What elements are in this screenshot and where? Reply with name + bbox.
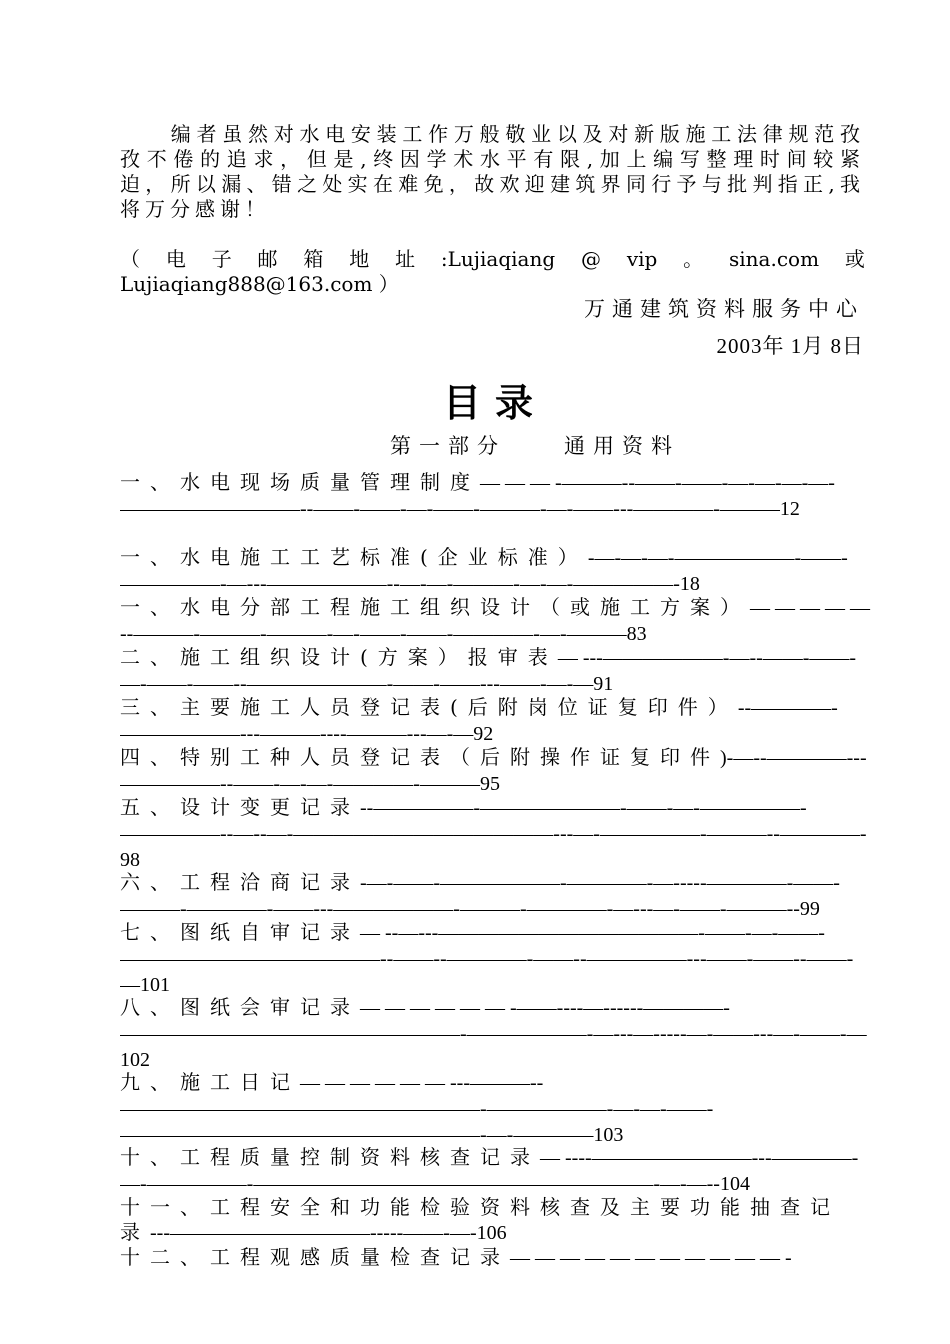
toc-entry-leader: -—-—-—-——————-——-—————-—---——————--—-—-———-—-—-—————-18 [120,547,848,595]
email-token: @ [580,247,601,271]
email-token: 子 [211,247,232,271]
email-token: 电 [165,247,186,271]
toc-entry-leader: ---——————————-----——-—-106 [150,1222,507,1244]
toc-entry-title: 施工组织设计(方案）报审表 [180,645,558,669]
toc-entry-number: 九、 [120,1070,180,1094]
toc-entry-leader: -—-——-——————-————-—-----————-——-———-————-——---——————-———-————-—---—-——-———--99 [120,872,840,920]
toc-entry-number: 一、 [120,545,180,569]
toc-entry-number: 四、 [120,745,180,769]
toc-entry-title: 水电施工工艺标准(企业标准） [180,545,588,569]
toc-entry [120,595,872,645]
toc-entry-number: 三、 [120,695,180,719]
intro-paragraph [120,122,865,222]
toc-entry-leader: — ---——————-—--——-——-—-——-——--———————-——-——---——-—-—91 [120,647,857,695]
intro-paragraph-text: 编者虽然对水电安装工作万般敬业以及对新版施工法律规范孜孜不倦的追求，但是,终因学术水平有限,加上编写整理时间较紧迫，所以漏、错之处实在难免，故欢迎建筑界同行予与批判指正,我将万分感谢！ [120,122,865,221]
toc-entry [120,1195,872,1245]
date: 2003年 1月 8日 [716,334,864,358]
part-heading [390,430,680,460]
toc-entry-number: 十二、 [120,1245,210,1269]
toc-entry [120,470,872,545]
email-token: 箱 [303,247,324,271]
toc-entry-title: 水电分部工程施工组织设计（或施工方案） [180,595,750,619]
email-address-block [120,247,865,297]
toc-entry [120,1070,872,1145]
toc-entry-leader: --—————-———————-——-—-—————-—————--—--—-—————————————---—-—————-———--————-98 [120,797,867,870]
email-token: 地 [349,247,370,271]
toc-entry-number: 五、 [120,795,180,819]
toc-entry-leader: )-—--————---—————--——-—-—-————-———95 [120,747,867,795]
toc-entry-leader: — — — — — — -——----—------————-—————————————————-——————-—---—-----—-——---—-——-—102 [120,997,867,1070]
part-name: 通用资料 [564,434,680,458]
email-token: :Lujiaqiang [440,247,556,271]
toc-entry-title: 特别工种人员登记表（后附操作证复印件 [180,745,720,769]
toc-entry [120,645,872,695]
toc-entry-title: 图纸会审记录 [180,995,360,1019]
toc-entry [120,995,872,1070]
toc-entry-title: 设计变更记录 [180,795,360,819]
toc-entry-number: 一、 [120,595,180,619]
toc-entry [120,695,872,745]
toc-entry-title: 工程洽商记录 [180,870,360,894]
toc-entry [120,795,872,870]
email-token: vip [626,247,658,271]
toc-entry-leader: — — — -———--——-——-—-—-—-—-—————————--——-——-—-——-———-—-——---————-———12 [120,472,835,520]
toc-entry-number: 十一、 [120,1195,210,1219]
toc-entry-leader: — — — — — — — — — — — - [510,1247,792,1269]
toc-entry [120,545,872,595]
email-token: （ [120,247,140,271]
toc-entry-leader: — ----————————---————-—-—————-————————————————————-—-—--104 [120,1147,859,1195]
toc-entry-title: 施工日记 [180,1070,300,1094]
toc-entry-leader: — --—---—————————————-——-—-——-—————————————--——--————-——--—————---——-——--——-—101 [120,922,854,995]
toc-entry [120,920,872,995]
email-token: sina.com [729,247,820,271]
toc-entry-leader: — — — — — — ---———--——————————————————-——————-—-—-——-——————————————————-—-————103 [120,1072,714,1145]
toc-entry-number: 十、 [120,1145,180,1169]
email-token: 邮 [257,247,278,271]
toc-entry-title: 工程安全和功能检验资料核查及主要功能抽查记录 [120,1195,840,1244]
toc-entry-leader: --————-——————---———----———---—-—92 [120,697,838,745]
toc-entry-title: 主要施工人员登记表(后附岗位证复印件） [180,695,738,719]
toc-title: 目录 [442,381,547,425]
email-token: 址 [395,247,416,271]
toc-entry [120,745,872,795]
email-line-1 [120,247,865,272]
toc-entry-title: 工程观感质量检查记录 [210,1245,510,1269]
toc-entry-title: 工程质量控制资料核查记录 [180,1145,540,1169]
toc-entry-title: 水电现场质量管理制度 [180,470,480,494]
email-token: 。 [683,247,704,271]
toc-entry-number: 一、 [120,470,180,494]
signature: 万通建筑资料服务中心 [584,297,864,321]
toc-entry [120,1145,872,1195]
toc-entry-number: 八、 [120,995,180,1019]
toc-entry-number: 七、 [120,920,180,944]
toc-entry-leader: — — — — — --———-———-———-—-——-——-————-—-———83 [120,597,870,645]
part-label: 第一部分 [390,434,506,458]
toc-entry-title: 图纸自审记录 [180,920,360,944]
toc-entry [120,870,872,920]
toc-entry [120,1245,872,1270]
email-token: 或 [844,247,865,271]
toc-entry-number: 六、 [120,870,180,894]
email-line-2: Lujiaqiang888@163.com ） [120,272,399,296]
toc-entry-number: 二、 [120,645,180,669]
